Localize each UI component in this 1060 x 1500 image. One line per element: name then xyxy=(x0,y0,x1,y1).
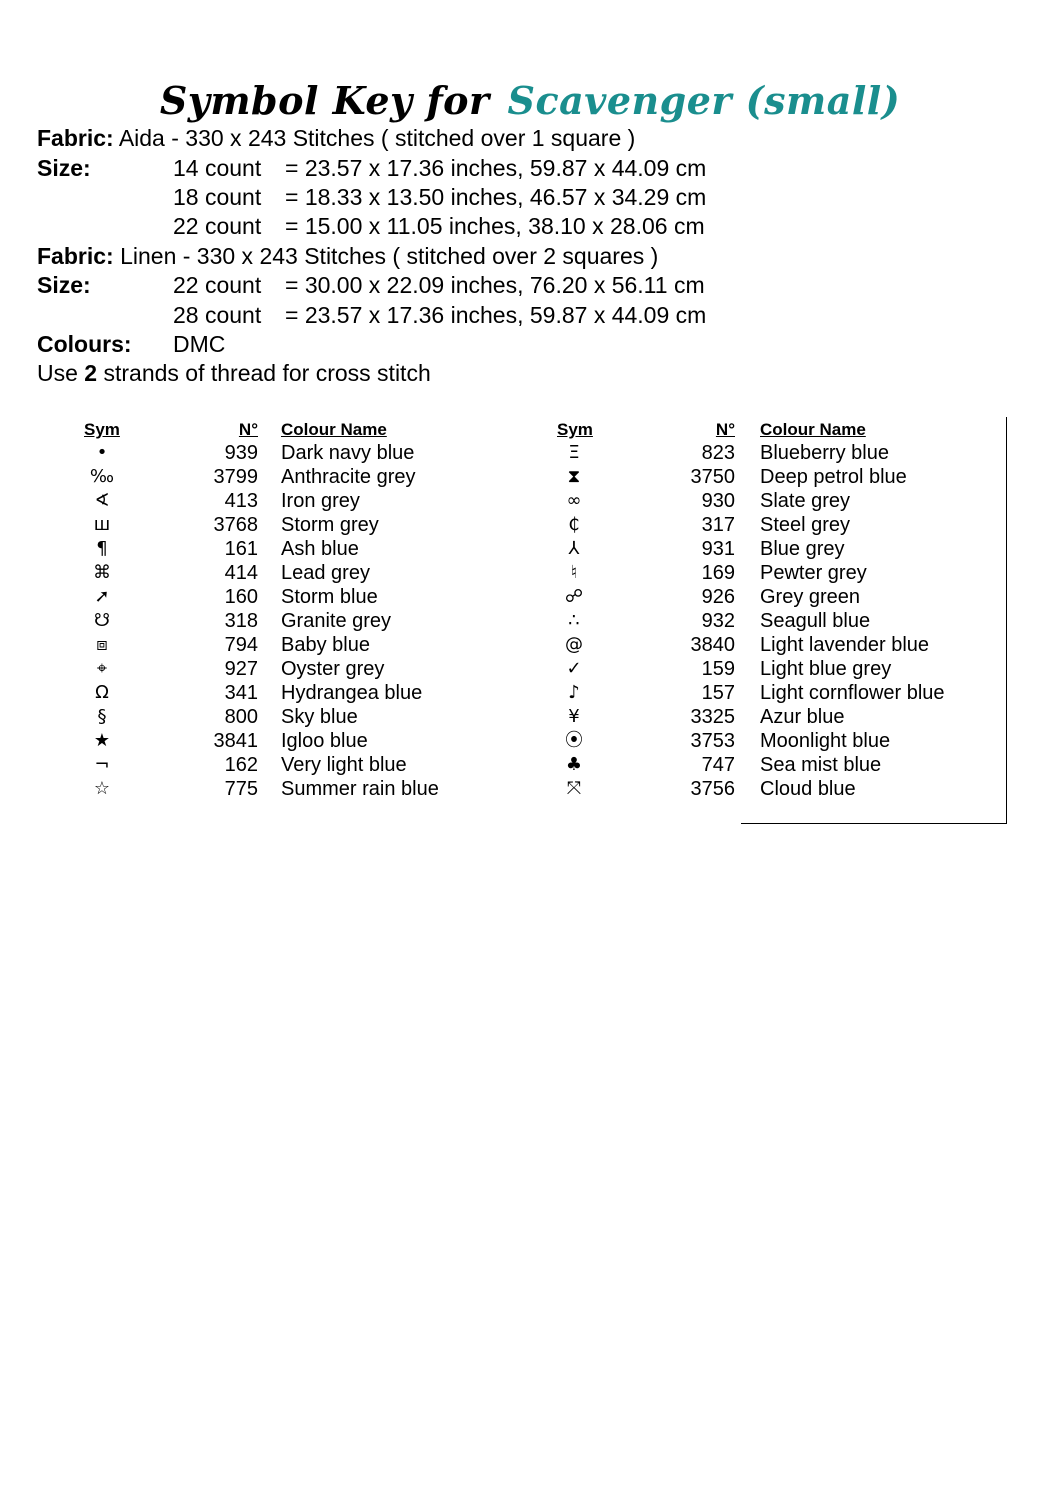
dmc-number: 932 xyxy=(701,610,735,632)
colour-name: Sea mist blue xyxy=(760,754,882,776)
colour-name: Hydrangea blue xyxy=(281,682,423,704)
dmc-number: 794 xyxy=(224,634,258,656)
stitch-symbol-icon: ⦿ xyxy=(565,730,583,751)
stitch-symbol-icon: ⅄ xyxy=(568,538,580,559)
colour-name: Very light blue xyxy=(281,754,407,776)
stitch-symbol-icon: ∢ xyxy=(94,490,110,511)
stitch-symbol-icon: ‰ xyxy=(89,466,115,487)
colour-name: Sky blue xyxy=(281,706,358,728)
table-bottom-border xyxy=(741,823,1007,824)
stitch-symbol-icon: ⌘ xyxy=(93,562,111,583)
colour-name: Oyster grey xyxy=(281,658,385,680)
stitch-symbol-icon: ⌖ xyxy=(96,658,108,679)
fabric-label: Fabric: xyxy=(37,125,114,151)
dmc-number: 318 xyxy=(224,610,258,632)
stitch-count: 28 count xyxy=(173,302,262,328)
colour-name: Moonlight blue xyxy=(760,730,891,752)
colour-name: Iron grey xyxy=(281,490,360,512)
colour-name: Cloud blue xyxy=(760,778,856,800)
colour-name: Storm blue xyxy=(281,586,378,608)
colour-name: Anthracite grey xyxy=(281,466,416,488)
dmc-number: 3325 xyxy=(690,706,735,728)
colour-name: Storm grey xyxy=(281,514,379,536)
stitch-symbol-icon: ⤧ xyxy=(566,778,582,799)
stitch-symbol-icon: @ xyxy=(565,634,583,655)
header-num-left: N° xyxy=(238,420,258,439)
dmc-number: 162 xyxy=(224,754,258,776)
colour-name: Pewter grey xyxy=(760,562,867,584)
colour-name: Ash blue xyxy=(281,538,359,560)
colour-name: Light blue grey xyxy=(760,658,892,680)
strands-prefix: Use xyxy=(37,360,78,386)
header-num-right: N° xyxy=(715,420,735,439)
dmc-number: 157 xyxy=(701,682,735,704)
size-label: Size: xyxy=(37,155,91,181)
finished-size: = 30.00 x 22.09 inches, 76.20 x 56.11 cm xyxy=(285,272,705,298)
stitch-symbol-icon: ♮ xyxy=(570,562,578,583)
fabric-label: Fabric: xyxy=(37,243,114,269)
dmc-number: 3750 xyxy=(690,466,735,488)
page-title xyxy=(0,78,1060,124)
size-aida-row-1 xyxy=(37,154,707,183)
stitch-symbol-icon: • xyxy=(96,442,108,463)
stitch-symbol-icon: ш xyxy=(93,514,111,535)
stitch-symbol-icon: ¶ xyxy=(96,538,108,559)
colour-name: Dark navy blue xyxy=(281,442,415,464)
dmc-number: 800 xyxy=(224,706,258,728)
colour-name: Summer rain blue xyxy=(281,778,439,800)
colour-name: Steel grey xyxy=(760,514,851,536)
stitch-symbol-icon: § xyxy=(97,706,107,727)
colour-name: Azur blue xyxy=(760,706,845,728)
dmc-number: 926 xyxy=(701,586,735,608)
stitch-symbol-icon: ⧈ xyxy=(96,634,108,655)
stitch-count: 18 count xyxy=(173,184,262,210)
colour-name: Lead grey xyxy=(281,562,370,584)
finished-size: = 23.57 x 17.36 inches, 59.87 x 44.09 cm xyxy=(285,302,707,328)
colour-name: Light cornflower blue xyxy=(760,682,945,704)
stitch-symbol-icon: ☋ xyxy=(94,610,110,631)
dmc-number: 927 xyxy=(224,658,258,680)
stitch-symbol-icon: ⧗ xyxy=(567,466,581,487)
stitch-count: 22 count xyxy=(173,272,262,298)
size-label: Size: xyxy=(37,272,91,298)
dmc-number: 3768 xyxy=(213,514,258,536)
fabric-aida-line xyxy=(37,124,635,153)
dmc-number: 160 xyxy=(224,586,258,608)
dmc-number: 823 xyxy=(701,442,735,464)
stitch-count: 22 count xyxy=(173,213,262,239)
dmc-number: 414 xyxy=(224,562,258,584)
fabric-linen-line xyxy=(37,242,658,271)
dmc-number: 159 xyxy=(701,658,735,680)
dmc-number: 161 xyxy=(224,538,258,560)
header-sym-right: Sym xyxy=(557,420,593,439)
dmc-number: 341 xyxy=(224,682,258,704)
dmc-number: 775 xyxy=(224,778,258,800)
colour-name: Light lavender blue xyxy=(760,634,930,656)
colours-label: Colours: xyxy=(37,331,132,357)
dmc-number: 931 xyxy=(701,538,735,560)
colour-name: Igloo blue xyxy=(281,730,368,752)
fabric-aida-text: Aida - 330 x 243 Stitches ( stitched over 1 square ) xyxy=(118,125,636,151)
stitch-symbol-icon: ♪ xyxy=(568,682,580,703)
dmc-number: 3840 xyxy=(690,634,735,656)
stitch-symbol-icon: ♣ xyxy=(565,754,583,775)
stitch-symbol-icon: ¥ xyxy=(568,706,580,727)
stitch-symbol-icon: ☍ xyxy=(564,586,584,607)
colour-name: Baby blue xyxy=(281,634,370,656)
dmc-number: 3756 xyxy=(690,778,735,800)
strands-count: 2 xyxy=(84,360,98,386)
header-sym-left: Sym xyxy=(84,420,120,439)
title-prefix: Symbol Key for xyxy=(159,78,490,123)
dmc-number: 939 xyxy=(224,442,258,464)
header-name-right: Colour Name xyxy=(760,420,866,439)
stitch-symbol-icon: Ξ xyxy=(568,442,580,463)
dmc-number: 3753 xyxy=(690,730,735,752)
dmc-number: 3841 xyxy=(213,730,258,752)
table-right-border xyxy=(1006,417,1007,824)
stitch-symbol-icon: Ω xyxy=(95,682,109,703)
stitch-count: 14 count xyxy=(173,155,262,181)
colour-name: Slate grey xyxy=(760,490,851,512)
colours-line xyxy=(37,330,226,359)
stitch-symbol-icon: ∞ xyxy=(566,490,582,511)
colour-name: Blue grey xyxy=(760,538,845,560)
strands-suffix: strands of thread for cross stitch xyxy=(103,360,431,386)
colour-name: Blueberry blue xyxy=(760,442,889,464)
fabric-linen-text: Linen - 330 x 243 Stitches ( stitched over 2 squares ) xyxy=(120,243,659,269)
stitch-symbol-icon: ☆ xyxy=(93,778,111,799)
pattern-name: Scavenger (small) xyxy=(507,78,901,123)
stitch-symbol-icon: ➚ xyxy=(94,586,110,607)
colour-name: Granite grey xyxy=(281,610,392,632)
stitch-symbol-icon: ✓ xyxy=(566,658,582,679)
finished-size: = 23.57 x 17.36 inches, 59.87 x 44.09 cm xyxy=(285,155,707,181)
dmc-number: 930 xyxy=(701,490,735,512)
stitch-symbol-icon: ★ xyxy=(93,730,111,751)
dmc-number: 413 xyxy=(224,490,258,512)
colour-name: Seagull blue xyxy=(760,610,871,632)
colours-value: DMC xyxy=(173,331,226,357)
dmc-number: 747 xyxy=(701,754,735,776)
finished-size: = 18.33 x 13.50 inches, 46.57 x 34.29 cm xyxy=(285,184,707,210)
stitch-symbol-icon: ∴ xyxy=(568,610,580,631)
header-name-left: Colour Name xyxy=(281,420,387,439)
size-linen-row-1 xyxy=(37,271,705,300)
colour-name: Deep petrol blue xyxy=(760,466,907,488)
colour-name: Grey green xyxy=(760,586,861,608)
dmc-number: 169 xyxy=(701,562,735,584)
stitch-symbol-icon: ¬ xyxy=(94,754,110,775)
dmc-number: 317 xyxy=(701,514,735,536)
strands-line xyxy=(37,359,431,388)
finished-size: = 15.00 x 11.05 inches, 38.10 x 28.06 cm xyxy=(285,213,705,239)
dmc-number: 3799 xyxy=(213,466,258,488)
stitch-symbol-icon: ₵ xyxy=(568,514,580,535)
